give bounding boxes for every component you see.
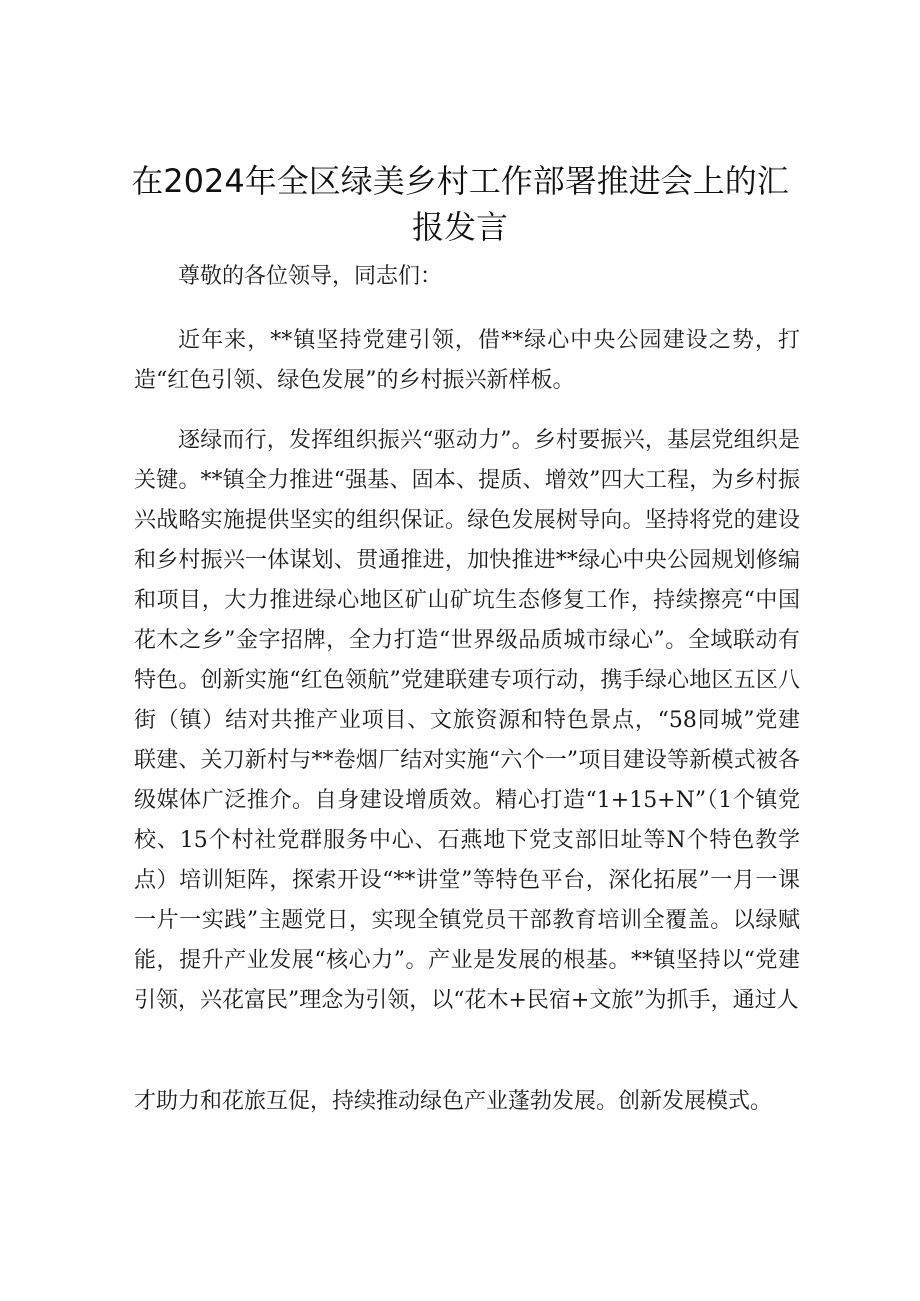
paragraph-intro: 近年来，**镇坚持党建引领，借**绿心中央公园建设之势，打造“红色引领、绿色发展”的乡村振兴新样板。 [134,328,800,393]
document-body [134,257,800,1021]
document-title: 在2024年全区绿美乡村工作部署推进会上的汇报发言 [131,162,789,246]
salutation: 尊敬的各位领导，同志们： [178,264,443,289]
paragraph-organization: 逐绿而行，发挥组织振兴“驱动力”。乡村要振兴，基层党组织是关键。**镇全力推进“强基、固本、提质、增效”四大工程，为乡村振兴战略实施提供坚实的组织保证。绿色发展树导向。坚持将党的建设和乡村振兴一体谋划、贯通推进，加快推进**绿心中央公园规划修编和项目，大力推进绿心地区矿山矿坑生态修复工作，持续擦亮“中国花木之乡”金字招牌，全力打造“世界级品质城市绿心”。全域联动有特色。创新实施“红色领航”党建联建专项行动，携手绿心地区五区八街（镇）结对共推产业项目、文旅资源和特色景点，“58同城”党建联建、关刀新村与**卷烟厂结对实施“六个一”项目建设等新模式被各级媒体广泛推介。自身建设增质效。精心打造“1+15+N”（1个镇党校、15个村社党群服务中心、石燕地下党支部旧址等N个特色教学点）培训矩阵，探索开设“**讲堂”等特色平台，深化拓展”一月一课一片一实践”主题党日，实现全镇党员干部教育培训全覆盖。以绿赋能，提升产业发展“核心力”。产业是发展的根基。**镇坚持以“党建引领，兴花富民”理念为引领，以“花木+民宿+文旅”为抓手，通过人 [134,428,800,1013]
paragraph-continuation: 才助力和花旅互促，持续推动绿色产业蓬勃发展。创新发展模式。 [134,1089,773,1114]
